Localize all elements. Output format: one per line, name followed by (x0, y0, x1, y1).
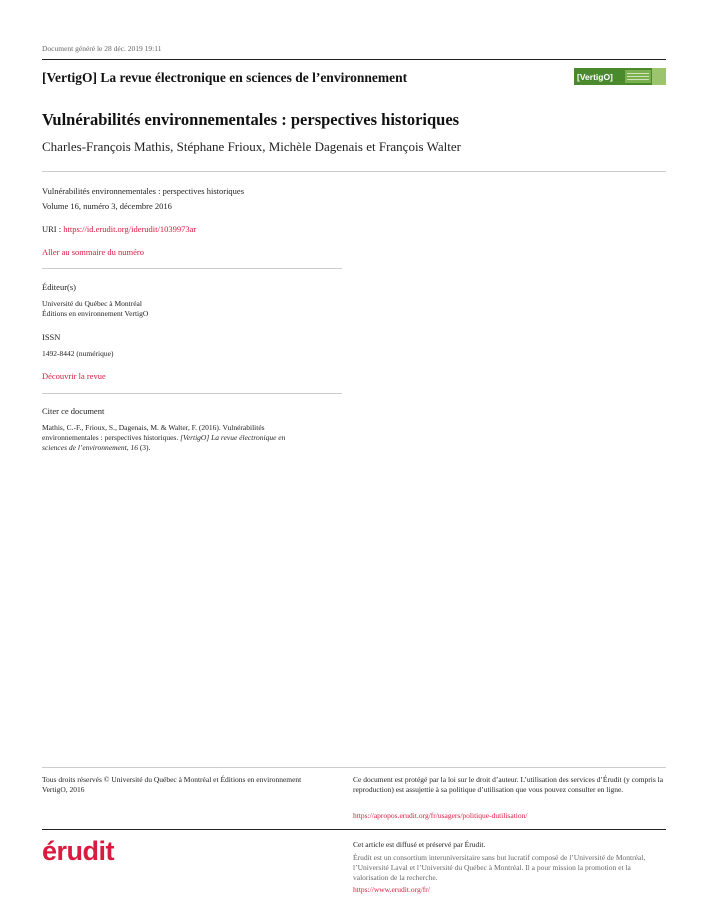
citation-line-2-journal: [VertigO] La revue électronique en (180, 433, 286, 442)
uri-label: URI : (42, 224, 64, 234)
issue-uri (42, 224, 196, 235)
divider-1 (42, 268, 342, 269)
article-title: Vulnérabilités environnementales : perspectives historiques (42, 110, 460, 129)
header-divider (42, 171, 666, 172)
rights-text: Tous droits réservés © Université du Québec à Montréal et Éditions en environnement VertigO, 2016 (42, 775, 302, 794)
citation-text (42, 423, 342, 453)
citation-line-2 (42, 433, 342, 443)
copyright-notice: Ce document est protégé par la loi sur le droit d’auteur. L’utilisation des services d’Érudit (y compris la reproduction) est assujettie à sa politique d’utilisation que vous pouvez consulter en ligne. (353, 775, 664, 794)
erudit-link[interactable]: https://www.erudit.org/fr/ (353, 885, 430, 894)
issue-title: Vulnérabilités environnementales : perspectives historiques (42, 186, 245, 196)
erudit-logo[interactable]: érudit (42, 836, 115, 866)
discover-link[interactable]: Découvrir la revue (42, 371, 106, 381)
issn-heading: ISSN (42, 332, 61, 342)
uri-link[interactable]: https://id.erudit.org/iderudit/1039973ar (63, 224, 197, 234)
article-authors: Charles-François Mathis, Stéphane Frioux, Michèle Dagenais et François Walter (42, 139, 461, 154)
citation-line-2-text: environnementales : perspectives historiques. (42, 433, 179, 442)
generated-date: Document généré le 28 déc. 2019 19:11 (42, 44, 162, 53)
vertigo-logo-end (652, 68, 666, 85)
footer-divider (42, 767, 666, 768)
publisher-line-2: Éditions en environnement VertigO (42, 309, 149, 318)
bottom-rule (42, 829, 666, 830)
toc-link[interactable]: Aller au sommaire du numéro (42, 247, 144, 257)
vertigo-logo-text: [VertigO] (577, 71, 613, 82)
issue-volume: Volume 16, numéro 3, décembre 2016 (42, 201, 172, 211)
vertigo-logo-subtitle (625, 70, 651, 83)
vertigo-logo[interactable] (574, 68, 666, 85)
citation-line-1: Mathis, C.-F., Frioux, S., Dagenais, M. & Walter, F. (2016). Vulnérabilités (42, 423, 265, 432)
publisher-line-1: Université du Québec à Montréal (42, 299, 142, 308)
citation-line-3-journal: sciences de l’environnement (42, 443, 127, 452)
citation-sep: , (126, 443, 131, 452)
policy-link[interactable]: https://apropos.erudit.org/fr/usagers/politique-dutilisation/ (353, 811, 528, 820)
diffusion-text: Cet article est diffusé et préservé par Érudit. (353, 840, 486, 849)
top-rule (42, 59, 666, 60)
citation-heading: Citer ce document (42, 406, 105, 416)
publisher-heading: Éditeur(s) (42, 282, 76, 292)
consortium-text: Érudit est un consortium interuniversitaire sans but lucratif composé de l’Université de Montréal, l’Université Laval et l’Université du Québec à Montréal. Il a pour mission la promotion et la valorisation de la recherche. (353, 853, 646, 882)
journal-title[interactable]: [VertigO] La revue électronique en sciences de l’environnement (42, 70, 408, 85)
citation-line-3 (42, 443, 342, 453)
issn-value: 1492-8442 (numérique) (42, 349, 114, 358)
divider-2 (42, 393, 342, 394)
citation-issue: (3). (137, 443, 151, 452)
citation-volume: 16 (130, 443, 138, 452)
